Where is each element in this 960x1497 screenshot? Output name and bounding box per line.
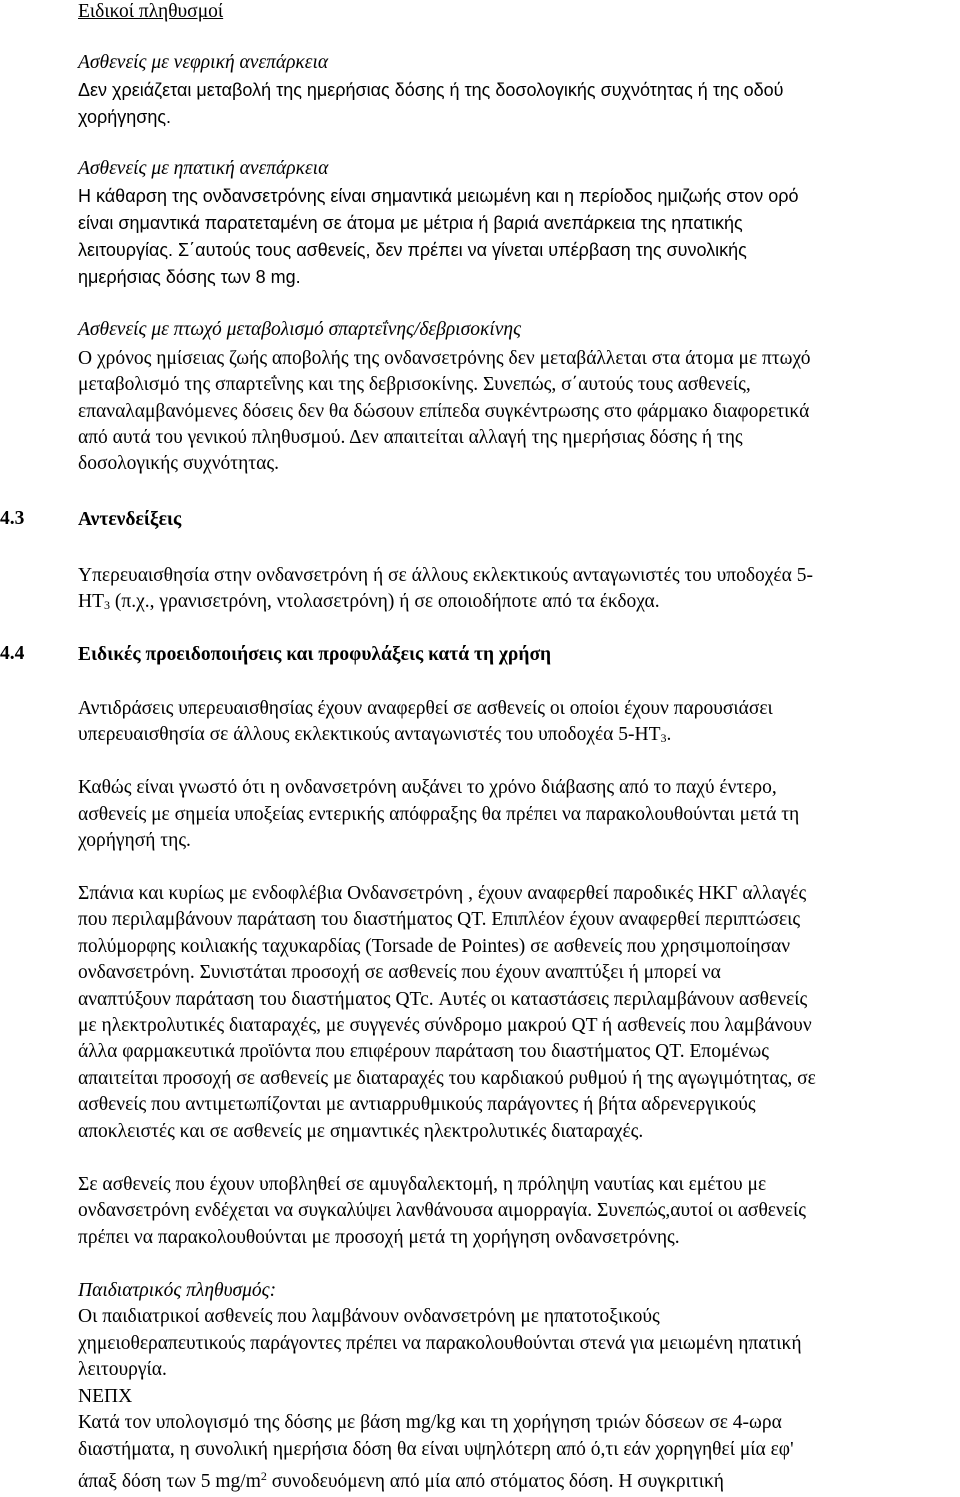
warnings-line: χορήγησή της. [78, 830, 191, 851]
warnings-line: Σπάνια και κυρίως με ενδοφλέβια Ονδανσετρόνη , έχουν αναφερθεί παροδικές ΗΚΓ αλλαγές [78, 883, 807, 904]
poor-metabolism-heading: Ασθενείς με πτωχό μεταβολισμό σπαρτεΐνης/δεβρισοκίνης [78, 319, 521, 340]
section-number: 4.3 [0, 508, 25, 529]
pediatric-line: Οι παιδιατρικοί ασθενείς που λαμβάνουν ονδανσετρόνη με ηπατοτοξικούς [78, 1306, 660, 1327]
poor-metabolism-line: δοσολογικής συχνότητας. [78, 453, 279, 474]
warnings-line: Καθώς είναι γνωστό ότι η ονδανσετρόνη αυξάνει το χρόνο διάβασης από το παχύ έντερο, [78, 777, 777, 798]
poor-metabolism-line: από αυτά του γενικού πληθυσμού. Δεν απαιτείται αλλαγή της ημερήσιας δόσης ή της [78, 427, 743, 448]
pediatric-heading: Παιδιατρικός πληθυσμός: [78, 1280, 277, 1301]
cinv-line: διαστήματα, η συνολική ημερήσια δόση θα είναι υψηλότερη από ό,τι εάν χορηγηθεί μία εφ' [78, 1439, 794, 1460]
warnings-line: Αντιδράσεις υπερευαισθησίας έχουν αναφερθεί σε ασθενείς οι οποίοι έχουν παρουσιάσει [78, 698, 773, 719]
hepatic-line: είναι σημαντικά παρατεταμένη σε άτομα με μέτρια ή βαριά ανεπάρκεια της ηπατικής [78, 213, 743, 233]
cinv-line: Κατά τον υπολογισμό της δόσης με βάση mg/kg και τη χορήγηση τριών δόσεων σε 4-ωρα [78, 1412, 782, 1433]
warnings-line: απαιτείται προσοχή σε ασθενείς με διαταραχές του καρδιακού ρυθμού ή της αγωγιμότητας, σε [78, 1068, 816, 1089]
poor-metabolism-line: μεταβολισμό της σπαρτεΐνης και της δεβρισοκίνης. Συνεπώς, σ΄αυτούς τους ασθενείς, [78, 374, 751, 395]
poor-metabolism-line: Ο χρόνος ημίσειας ζωής αποβολής της ονδανσετρόνης δεν μεταβάλλεται στα άτομα με πτωχό [78, 348, 811, 369]
pediatric-line: λειτουργία. [78, 1359, 167, 1380]
section-title: Ειδικές προειδοποιήσεις και προφυλάξεις κατά τη χρήση [78, 644, 552, 665]
renal-heading: Ασθενείς με νεφρική ανεπάρκεια [78, 52, 329, 73]
hepatic-line: λειτουργίας. Σ΄αυτούς τους ασθενείς, δεν πρέπει να γίνεται υπέρβαση της συνολικής [78, 240, 747, 260]
warnings-line: πρέπει να παρακολουθούνται με προσοχή μετά τη χορήγηση ονδανσετρόνης. [78, 1227, 680, 1248]
hepatic-line: Η κάθαρση της ονδανσετρόνης είναι σημαντικά μειωμένη και η περίοδος ημιζωής στον ορό [78, 186, 799, 206]
warnings-line: με ηλεκτρολυτικές διαταραχές, με συγγενές σύνδρομο μακρού QT ή ασθενείς που λαμβάνουν [78, 1015, 812, 1036]
special-populations-heading: Ειδικοί πληθυσμοί [78, 1, 224, 22]
poor-metabolism-line: επαναλαμβανόμενες δόσεις δεν θα δώσουν επίπεδα συγκέντρωσης στο φάρμακο διαφορετικά [78, 401, 810, 422]
section-title: Αντενδείξεις [78, 509, 182, 530]
renal-line: Δεν χρειάζεται μεταβολή της ημερήσιας δόσης ή της δοσολογικής συχνότητας ή της οδού [78, 80, 784, 100]
cinv-line: άπαξ δόση των 5 $mg/m^2$ συνοδευόμενη από μία από στόματος δόση. Η συγκριτική [78, 1469, 724, 1492]
warnings-line: αποκλειστές και σε ασθενείς με σημαντικές ηλεκτρολυτικές διαταραχές. [78, 1121, 644, 1142]
cinv-heading: ΝΕΠΧ [78, 1386, 133, 1407]
warnings-line: αναπτύξουν παράταση του διαστήματος QTc. Αυτές οι καταστάσεις περιλαμβάνουν ασθενείς [78, 989, 808, 1010]
warnings-line: που περιλαμβάνουν παράταση του διαστήματος QT. Επιπλέον έχουν αναφερθεί περιπτώσεις [78, 909, 801, 930]
warnings-line: ονδανσετρόνη. Συνιστάται προσοχή σε ασθενείς που έχουν αναπτύξει ή μπορεί να [78, 962, 721, 983]
warnings-line: ασθενείς με σημεία υποξείας εντερικής απόφραξης θα πρέπει να παρακολουθούνται μετά τη [78, 804, 800, 825]
hepatic-heading: Ασθενείς με ηπατική ανεπάρκεια [78, 158, 329, 179]
contraindications-line: $HT_3$ (π.χ., γρανισετρόνη, ντολασετρόνη) ή σε οποιοδήποτε από τα έκδοχα. [78, 591, 660, 612]
pediatric-line: χημειοθεραπευτικούς παράγοντες πρέπει να παρακολουθούνται στενά για μειωμένη ηπατική [78, 1333, 802, 1354]
renal-line: χορήγησης. [78, 107, 172, 127]
warnings-line: ονδανσετρόνη ενδέχεται να συγκαλύψει λανθάνουσα αιμορραγία. Συνεπώς,αυτοί οι ασθενείς [78, 1200, 806, 1221]
contraindications-line: Υπερευαισθησία στην ονδανσετρόνη ή σε άλλους εκλεκτικούς ανταγωνιστές του υποδοχέα 5- [78, 565, 813, 586]
warnings-line: πολύμορφης κοιλιακής ταχυκαρδίας (Torsade de Pointes) σε ασθενείς που χρησιμοποίησαν [78, 936, 791, 957]
warnings-line: Σε ασθενείς που έχουν υποβληθεί σε αμυγδαλεκτομή, η πρόληψη ναυτίας και εμέτου με [78, 1174, 767, 1195]
warnings-line: υπερευαισθησία σε άλλους εκλεκτικούς ανταγωνιστές του υποδοχέα $5-HT_3$. [78, 724, 672, 745]
section-number: 4.4 [0, 643, 25, 664]
warnings-line: ασθενείς που αντιμετωπίζονται με αντιαρρυθμικούς παράγοντες ή βήτα αδρενεργικούς [78, 1094, 756, 1115]
warnings-line: άλλα φαρμακευτικά προϊόντα που επιφέρουν παράταση του διαστήματος QT. Επομένως [78, 1041, 769, 1062]
hepatic-line: ημερήσιας δόσης των 8 mg. [78, 267, 301, 287]
